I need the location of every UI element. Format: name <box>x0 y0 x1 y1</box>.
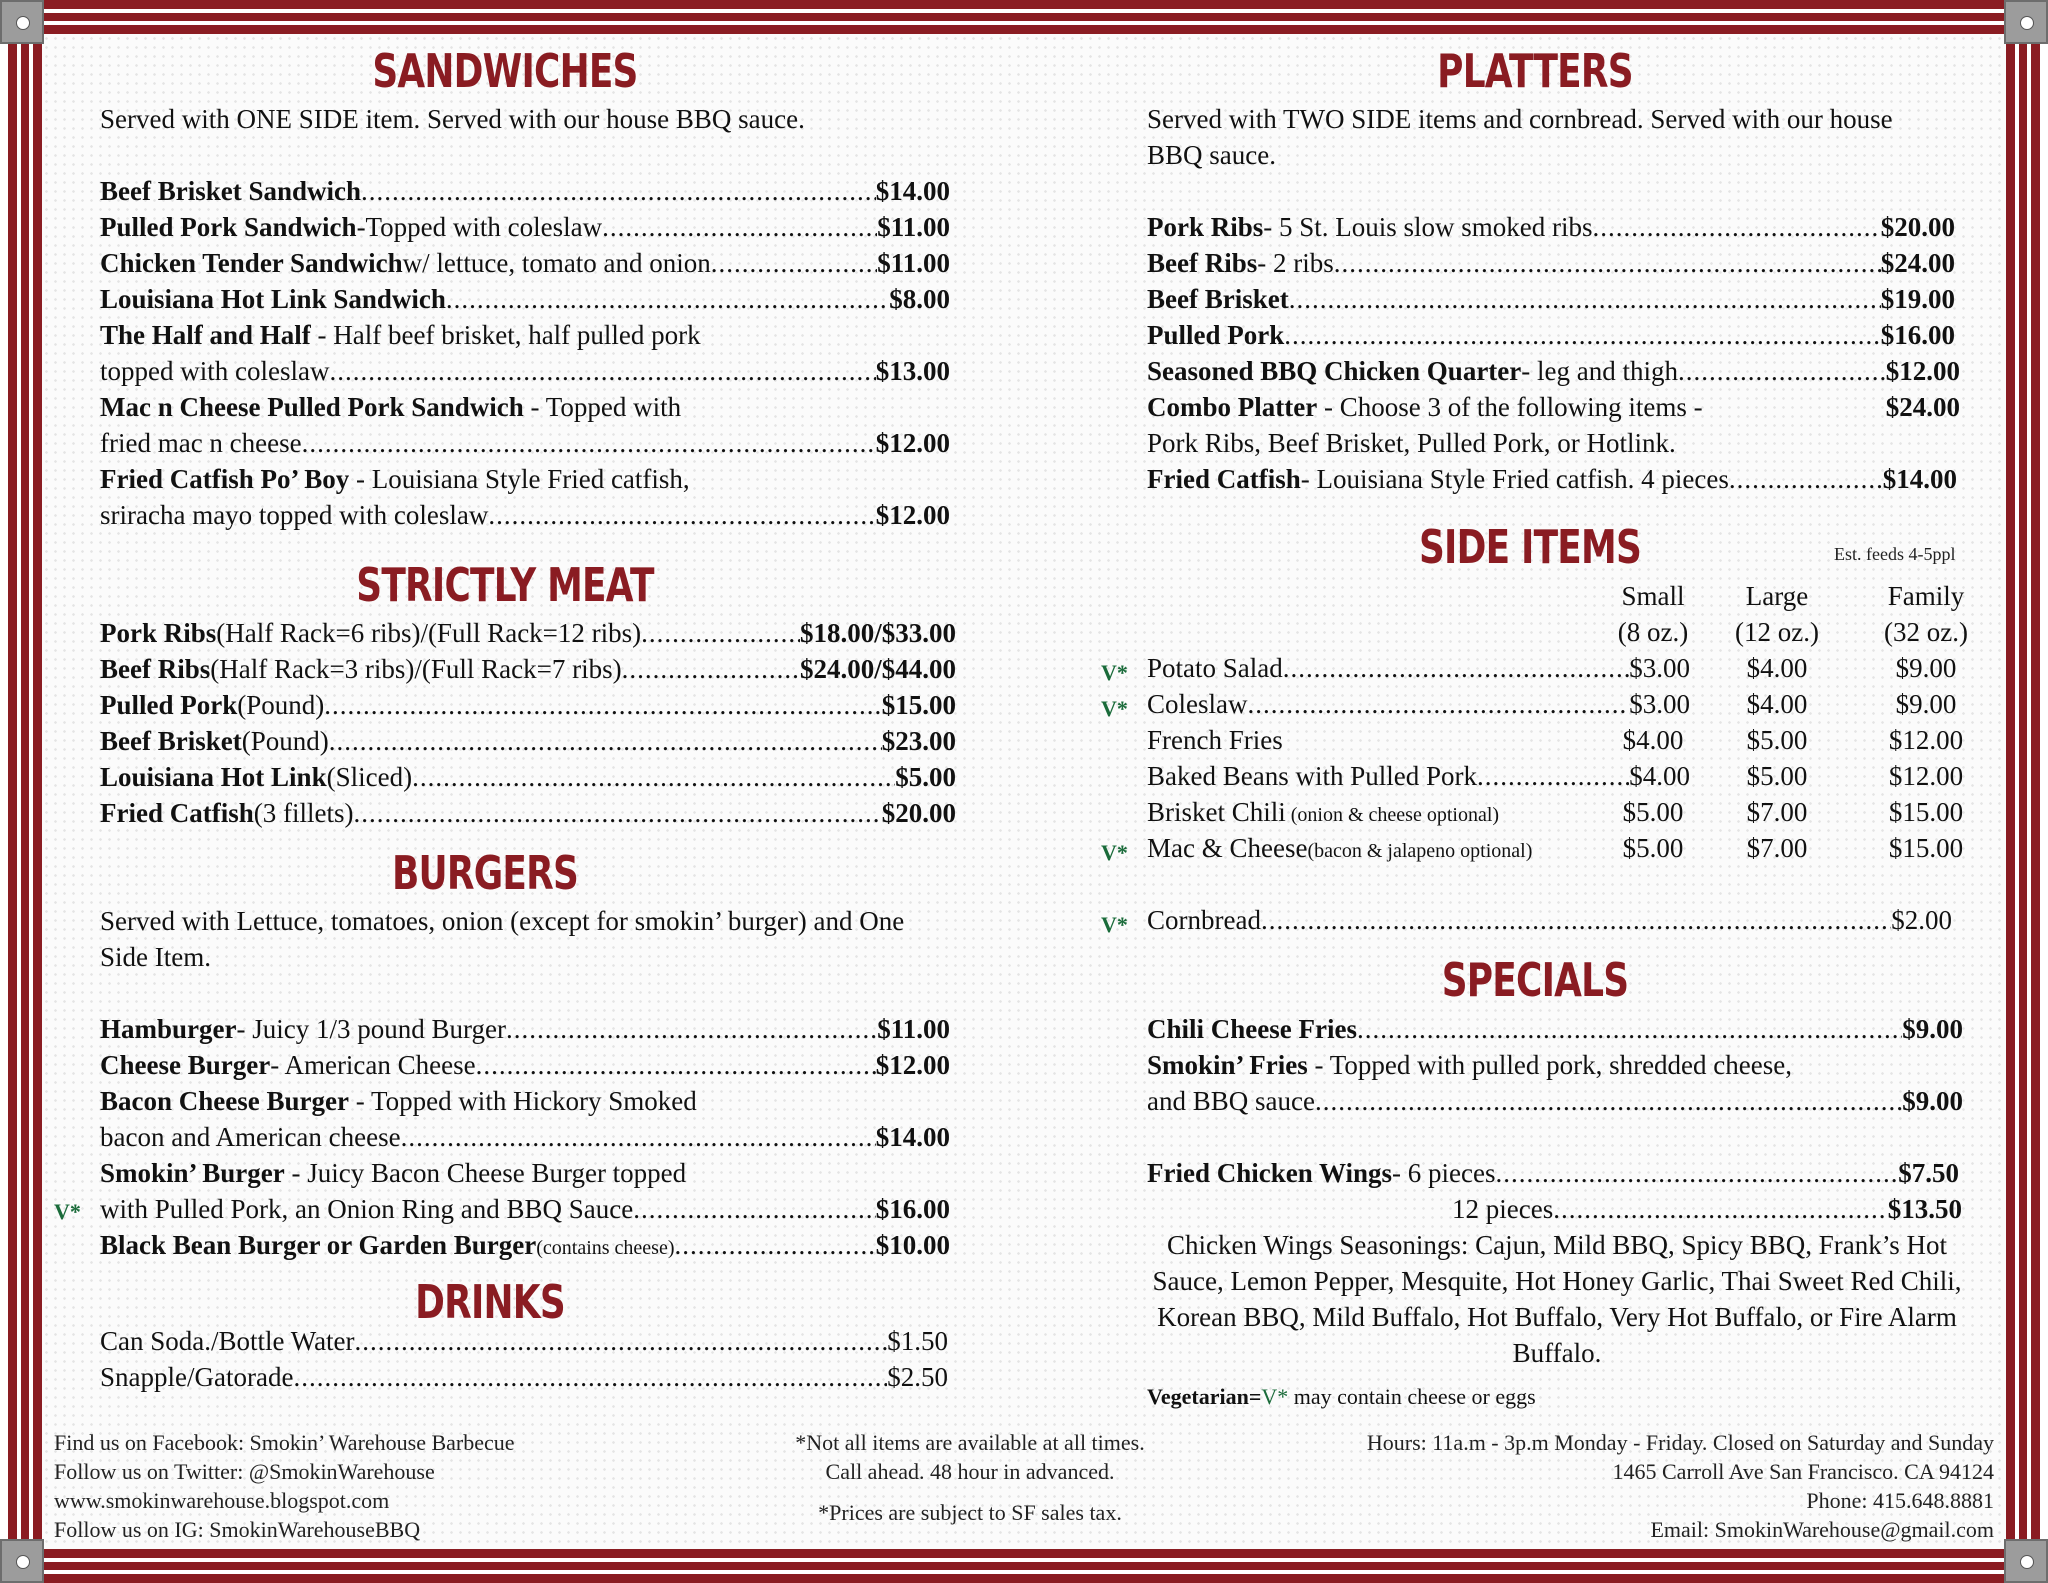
side-item <box>1147 686 1690 722</box>
item-name: Bacon Cheese Burger <box>100 1086 349 1116</box>
vegetarian-mark: V* <box>1101 696 1128 721</box>
item-desc: - Topped with pulled pork, shredded cheese, <box>1307 1050 1792 1080</box>
frame-left <box>8 0 42 1583</box>
item-price: $7.50 <box>1898 1158 1959 1188</box>
price-family: $12.00 <box>1888 761 1964 791</box>
wing-seasonings: Chicken Wings Seasonings: Cajun, Mild BBQ, Spicy BBQ, Frank’s Hot Sauce, Lemon Pepper, Mesquite, Hot Honey Garlic, Thai Sweet Red Chili, Korean BBQ, Mild Buffalo, Hot Buffalo, Very Hot Buffalo, or Fire Alarm Buffalo. <box>1152 1230 1962 1368</box>
item-name: Fried Catfish Po’ Boy <box>100 464 350 494</box>
strictly-meat-heading: STRICTLY MEAT <box>356 558 654 612</box>
menu-item <box>100 1227 950 1263</box>
menu-item <box>100 461 950 497</box>
item-desc: - American Cheese <box>270 1050 476 1080</box>
item-desc: -Topped with coleslaw <box>356 212 603 242</box>
item-note: (bacon & jalapeno optional) <box>1307 840 1533 862</box>
item-price: $15.00 <box>881 690 956 720</box>
item-desc: (contains cheese) <box>536 1237 675 1259</box>
menu-item-cont <box>100 425 950 461</box>
item-price: $16.00 <box>875 1194 950 1224</box>
side-item <box>1147 902 1952 938</box>
item-desc: - Choose 3 of the following items - <box>1317 392 1703 422</box>
item-note: (onion & cheese optional) <box>1285 804 1500 826</box>
item-price: $14.00 <box>875 1122 950 1152</box>
price-family: $9.00 <box>1895 689 1957 719</box>
menu-item <box>100 173 950 209</box>
menu-item <box>100 1011 950 1047</box>
menu-item <box>100 615 956 651</box>
item-desc: - Juicy 1/3 pound Burger <box>236 1014 506 1044</box>
column-size: (12 oz.) <box>1735 617 1819 647</box>
menu-item <box>100 1359 948 1395</box>
item-desc: bacon and American cheese <box>100 1122 401 1152</box>
item-price: $9.00 <box>1902 1086 1963 1116</box>
menu-item-cont: Pork Ribs, Beef Brisket, Pulled Pork, or Hotlink. <box>1147 428 1676 458</box>
item-name: Pulled Pork <box>1147 320 1285 350</box>
menu-item-cont <box>1147 1083 1963 1119</box>
item-name: Cheese Burger <box>100 1050 271 1080</box>
item-desc: and BBQ sauce <box>1147 1086 1315 1116</box>
item-price: $2.50 <box>887 1362 948 1392</box>
item-name: Black Bean Burger or Garden Burger <box>100 1230 537 1260</box>
column-size: (32 oz.) <box>1884 617 1968 647</box>
menu-item <box>100 209 950 245</box>
menu-item-cont <box>1452 1191 1962 1227</box>
burgers-description: Served with Lettuce, tomatoes, onion (except for smokin’ burger) and One Side Item. <box>100 906 905 972</box>
frame-top <box>0 0 2048 34</box>
item-desc: (3 fillets) <box>253 798 354 828</box>
item-price: $19.00 <box>1880 284 1955 314</box>
menu-item <box>100 687 956 723</box>
side-item <box>1147 830 1617 866</box>
menu-item <box>1147 209 1955 245</box>
price-small: $5.00 <box>1622 797 1684 827</box>
corner-bolt-icon <box>2004 1539 2048 1583</box>
column-header-small <box>1598 578 1708 650</box>
item-desc: (Half Rack=3 ribs)/(Full Rack=7 ribs) <box>210 654 622 684</box>
platters-description: Served with TWO SIDE items and cornbread. Served with our house BBQ sauce. <box>1147 104 1893 170</box>
item-price: $14.00 <box>1882 464 1957 494</box>
item-desc: - 6 pieces <box>1392 1158 1496 1188</box>
item-price: $13.00 <box>875 356 950 386</box>
item-desc: - Juicy Bacon Cheese Burger topped <box>284 1158 687 1188</box>
item-desc: - Louisiana Style Fried catfish. 4 pieces <box>1300 464 1729 494</box>
side-item: French Fries <box>1147 725 1283 755</box>
corner-bolt-icon <box>0 0 44 44</box>
item-name: Louisiana Hot Link <box>100 762 327 792</box>
item-price: $13.50 <box>1887 1194 1962 1224</box>
item-name: Pulled Pork <box>100 690 238 720</box>
item-name: Smokin’ Fries <box>1147 1050 1308 1080</box>
menu-item <box>1147 281 1955 317</box>
item-name: Hamburger <box>100 1014 237 1044</box>
column-label: Small <box>1621 581 1685 611</box>
vegetarian-mark: V* <box>1101 912 1128 937</box>
corner-bolt-icon <box>0 1539 44 1583</box>
price-small: $3.00 <box>1629 689 1690 719</box>
item-name: Beef Brisket <box>100 726 242 756</box>
item-name: Seasoned BBQ Chicken Quarter <box>1147 356 1522 386</box>
menu-item <box>1147 1155 1959 1191</box>
item-price: $24.00 <box>1880 248 1955 278</box>
item-name: Chili Cheese Fries <box>1147 1014 1357 1044</box>
side-item <box>1147 650 1690 686</box>
item-desc: - leg and thigh <box>1521 356 1678 386</box>
menu-item <box>100 281 950 317</box>
item-desc: - 2 ribs <box>1257 248 1334 278</box>
item-name: Beef Brisket <box>1147 284 1289 314</box>
item-price: $20.00 <box>881 798 956 828</box>
item-desc: - Half beef brisket, half pulled pork <box>310 320 701 350</box>
menu-item <box>1147 461 1957 497</box>
column-header-family <box>1866 578 1986 650</box>
item-name: Chicken Tender Sandwich <box>100 248 403 278</box>
item-desc: 12 pieces <box>1452 1194 1554 1224</box>
item-name: Fried Catfish <box>100 798 254 828</box>
side-items-heading: SIDE ITEMS <box>1418 520 1642 574</box>
item-name: The Half and Half <box>100 320 311 350</box>
item-price: $11.00 <box>877 1014 950 1044</box>
side-item <box>1147 794 1617 830</box>
address-info: 1465 Carroll Ave San Francisco. CA 94124 <box>1612 1459 1994 1484</box>
item-name: Beef Ribs <box>100 654 211 684</box>
item-price: $24.00/$44.00 <box>799 654 956 684</box>
item-name: Brisket Chili <box>1147 797 1286 827</box>
instagram-link[interactable]: Follow us on IG: SmokinWarehouseBBQ <box>54 1517 421 1542</box>
blog-link[interactable]: www.smokinwarehouse.blogspot.com <box>54 1488 390 1513</box>
phone-info: Phone: 415.648.8881 <box>1806 1488 1994 1513</box>
item-desc: (Sliced) <box>326 762 413 792</box>
price-large: $5.00 <box>1746 761 1808 791</box>
menu-item <box>1147 389 1857 425</box>
item-name: Louisiana Hot Link Sandwich <box>100 284 446 314</box>
item-desc: sriracha mayo topped with coleslaw <box>100 500 489 530</box>
burgers-heading: BURGERS <box>391 846 579 900</box>
menu-item <box>100 795 956 831</box>
sandwiches-description: Served with ONE SIDE item. Served with our house BBQ sauce. <box>100 104 805 134</box>
item-desc: - Louisiana Style Fried catfish, <box>349 464 690 494</box>
column-label: Family <box>1887 581 1965 611</box>
menu-item <box>100 317 950 353</box>
call-ahead-note: Call ahead. 48 hour in advanced. <box>825 1459 1115 1484</box>
item-desc: fried mac n cheese <box>100 428 302 458</box>
menu-item <box>100 1083 950 1119</box>
drinks-heading: DRINKS <box>415 1275 565 1329</box>
item-name: Smokin’ Burger <box>100 1158 285 1188</box>
price-family: $9.00 <box>1895 653 1957 683</box>
availability-note: *Not all items are available at all times. <box>795 1430 1145 1455</box>
side-items-note: Est. feeds 4-5ppl <box>1834 544 1956 564</box>
menu-item <box>100 1047 950 1083</box>
item-desc: - 5 St. Louis slow smoked ribs <box>1263 212 1593 242</box>
column-header-large <box>1722 578 1832 650</box>
item-name: Beef Brisket Sandwich <box>100 176 362 206</box>
vegetarian-mark: V* <box>1101 660 1128 685</box>
price-small: $5.00 <box>1622 833 1684 863</box>
item-name: Coleslaw <box>1147 689 1248 719</box>
menu-item-cont <box>100 497 950 533</box>
item-price: $20.00 <box>1880 212 1955 242</box>
item-price: $12.00 <box>875 428 950 458</box>
item-desc: with Pulled Pork, an Onion Ring and BBQ Sauce <box>100 1194 634 1224</box>
item-price: $16.00 <box>1880 320 1955 350</box>
item-name: Snapple/Gatorade <box>100 1362 294 1392</box>
platters-heading: PLATTERS <box>1437 44 1633 98</box>
price-small: $3.00 <box>1629 653 1690 683</box>
column-size: (8 oz.) <box>1617 617 1689 647</box>
item-name: Fried Chicken Wings <box>1147 1158 1393 1188</box>
price-family: $12.00 <box>1888 725 1964 755</box>
item-price: $11.00 <box>877 248 950 278</box>
price-small: $4.00 <box>1629 761 1690 791</box>
item-price: $1.50 <box>887 1326 948 1356</box>
menu-item <box>1147 245 1955 281</box>
item-price: $14.00 <box>875 176 950 206</box>
menu-item <box>100 389 950 425</box>
item-price: $24.00 <box>1885 392 1960 422</box>
menu-item-cont <box>100 1119 950 1155</box>
item-price: $12.00 <box>875 1050 950 1080</box>
item-price: $10.00 <box>875 1230 950 1260</box>
menu-item <box>1147 317 1955 353</box>
menu-item <box>100 651 956 687</box>
menu-item <box>1147 1047 1963 1083</box>
item-price: $2.00 <box>1891 905 1952 935</box>
menu-item <box>100 1323 948 1359</box>
vegetarian-mark: V* <box>1101 840 1128 865</box>
item-price: $12.00 <box>1885 356 1960 386</box>
item-name: Pork Ribs <box>100 618 217 648</box>
item-price: $23.00 <box>881 726 956 756</box>
item-name: Can Soda./Bottle Water <box>100 1326 355 1356</box>
item-desc: (Half Rack=6 ribs)/(Full Rack=12 ribs) <box>216 618 642 648</box>
legend-label: Vegetarian= <box>1147 1384 1262 1409</box>
price-large: $7.00 <box>1746 797 1808 827</box>
vegetarian-legend <box>1147 1381 1847 1417</box>
email-link[interactable]: Email: SmokinWarehouse@gmail.com <box>1650 1517 1994 1542</box>
price-family: $15.00 <box>1888 833 1964 863</box>
vegetarian-mark: V* <box>54 1199 81 1224</box>
item-name: Baked Beans with Pulled Pork <box>1147 761 1477 791</box>
item-name: Mac n Cheese Pulled Pork Sandwich <box>100 392 524 422</box>
menu-item <box>1147 353 1960 389</box>
price-large: $4.00 <box>1746 653 1808 683</box>
sandwiches-heading: SANDWICHES <box>372 44 638 98</box>
item-desc: - Topped with Hickory Smoked <box>348 1086 697 1116</box>
item-name: Mac & Cheese <box>1147 833 1308 863</box>
item-price: $8.00 <box>889 284 950 314</box>
item-name: Fried Catfish <box>1147 464 1301 494</box>
facebook-link[interactable]: Find us on Facebook: Smokin’ Warehouse Barbecue <box>54 1430 515 1455</box>
item-name: Pork Ribs <box>1147 212 1264 242</box>
price-large: $4.00 <box>1746 689 1808 719</box>
corner-bolt-icon <box>2004 0 2048 44</box>
side-item <box>1147 758 1690 794</box>
item-name: Cornbread <box>1147 905 1261 935</box>
item-name: Pulled Pork Sandwich <box>100 212 357 242</box>
item-price: $5.00 <box>895 762 956 792</box>
column-label: Large <box>1745 581 1809 611</box>
menu-item <box>100 759 956 795</box>
menu-item-cont <box>100 353 950 389</box>
price-family: $15.00 <box>1888 797 1964 827</box>
item-desc: (Pound) <box>241 726 329 756</box>
item-name: Beef Ribs <box>1147 248 1258 278</box>
item-price: $11.00 <box>877 212 950 242</box>
price-large: $5.00 <box>1746 725 1808 755</box>
item-desc: (Pound) <box>237 690 325 720</box>
menu-item <box>1147 1011 1963 1047</box>
menu-item <box>100 723 956 759</box>
hours-info: Hours: 11a.m - 3p.m Monday - Friday. Closed on Saturday and Sunday <box>1366 1430 1994 1455</box>
item-price: $12.00 <box>875 500 950 530</box>
price-small: $4.00 <box>1622 725 1684 755</box>
item-desc: - Topped with <box>523 392 682 422</box>
frame-bottom <box>0 1549 2048 1583</box>
specials-heading: SPECIALS <box>1441 953 1629 1007</box>
price-large: $7.00 <box>1746 833 1808 863</box>
item-name: Potato Salad <box>1147 653 1283 683</box>
item-desc: topped with coleslaw <box>100 356 330 386</box>
twitter-link[interactable]: Follow us on Twitter: @SmokinWarehouse <box>54 1459 435 1484</box>
item-name: Combo Platter <box>1147 392 1318 422</box>
menu-item <box>100 1155 950 1191</box>
menu-item-cont <box>100 1191 950 1227</box>
frame-right <box>2006 0 2040 1583</box>
item-desc: w/ lettuce, tomato and onion <box>402 248 711 278</box>
item-price: $18.00/$33.00 <box>799 618 956 648</box>
menu-item <box>100 245 950 281</box>
tax-note: *Prices are subject to SF sales tax. <box>818 1500 1122 1525</box>
vegetarian-mark: V* <box>1261 1384 1289 1409</box>
item-price: $9.00 <box>1902 1014 1963 1044</box>
legend-note: may contain cheese or eggs <box>1288 1384 1536 1409</box>
